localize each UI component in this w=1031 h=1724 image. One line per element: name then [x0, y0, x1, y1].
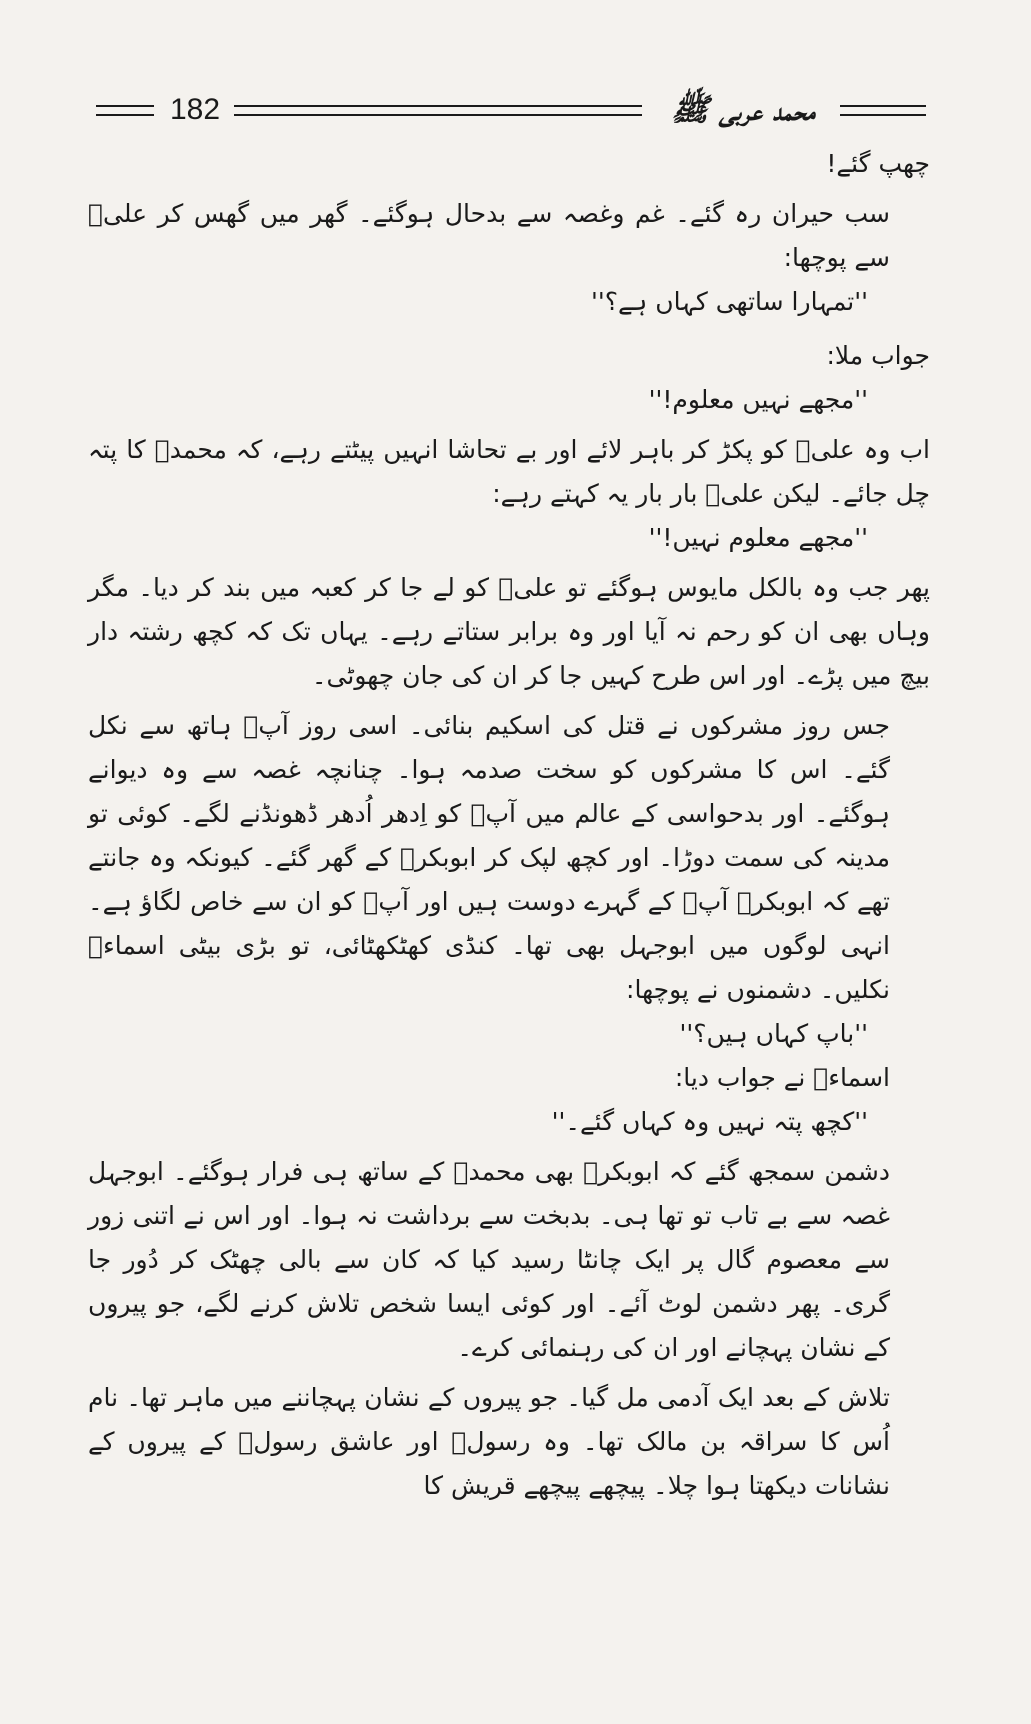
paragraph: سب حیران رہ گئے۔ غم وغصہ سے بدحال ہوگئے۔ گھر میں گھس کر علیؓ سے پوچھا:: [88, 199, 890, 272]
page-body: [88, 142, 930, 1508]
paragraph: اسماءؓ نے جواب دیا:: [674, 1063, 890, 1092]
running-title: محمد عربی ﷺ: [671, 92, 815, 128]
quote: ''مجھے نہیں معلوم!'': [648, 385, 868, 414]
quote: ''مجھے معلوم نہیں!'': [648, 523, 868, 552]
paragraph: جس روز مشرکوں نے قتل کی اسکیم بنائی۔ اسی روز آپؐ ہاتھ سے نکل گئے۔ اس کا مشرکوں کو سخت صدمہ ہوا۔ چنانچہ غصہ سے وہ دیوانے ہوگئے۔ اور بدحواسی کے عالم میں آپؐ کو اِدھر اُدھر ڈھونڈنے لگے۔ کوئی تو مدینہ کی سمت دوڑا۔ اور کچھ لپک کر ابوبکرؓ کے گھر گئے۔ کیونکہ وہ جانتے تھے کہ ابوبکرؓ آپؐ کے گہرے دوست ہیں اور آپؐ کو ان سے خاص لگاؤ ہے۔ انہی لوگوں میں ابوجہل بھی تھا۔ کنڈی کھٹکھٹائی، تو بڑی بیٹی اسماءؓ نکلیں۔ دشمنوں نے پوچھا:: [88, 711, 890, 1004]
paragraph: جواب ملا:: [826, 341, 930, 370]
header-rule-left: [96, 105, 154, 116]
quote: ''کچھ پتہ نہیں وہ کہاں گئے۔'': [551, 1107, 868, 1136]
paragraph: چھپ گئے!: [826, 149, 930, 178]
header-rule-middle: [234, 105, 642, 116]
paragraph: پھر جب وہ بالکل مایوس ہوگئے تو علیؓ کو لے جا کر کعبہ میں بند کر دیا۔ مگر وہاں بھی ان کو رحم نہ آیا اور وہ برابر ستاتے رہے۔ یہاں تک کہ کچھ رشتہ دار بیچ میں پڑے۔ اور اس طرح کہیں جا کر ان کی جان چھوٹی۔: [88, 573, 930, 690]
paragraph: دشمن سمجھ گئے کہ ابوبکرؓ بھی محمدؐ کے ساتھ ہی فرار ہوگئے۔ ابوجہل غصہ سے بے تاب تو تھا ہی۔ بدبخت سے برداشت نہ ہوا۔ اور اس نے اتنی زور سے معصوم گال پر ایک چانٹا رسید کیا کہ کان سے بالی چھٹک کر دُور جا گری۔ پھر دشمن لوٹ آئے۔ اور کوئی ایسا شخص تلاش کرنے لگے، جو پیروں کے نشان پہچانے اور ان کی رہنمائی کرے۔: [88, 1157, 890, 1362]
page-number: 182: [169, 93, 221, 126]
page-header: [96, 90, 926, 130]
paragraph: تلاش کے بعد ایک آدمی مل گیا۔ جو پیروں کے نشان پہچاننے میں ماہر تھا۔ نام اُس کا سراقہ بن مالک تھا۔ وہ رسولؐ اور عاشق رسولؐ کے پیروں کے نشانات دیکھتا ہوا چلا۔ پیچھے پیچھے قریش کا: [88, 1383, 890, 1500]
paragraph: اب وہ علیؓ کو پکڑ کر باہر لائے اور بے تحاشا انہیں پیٹتے رہے، کہ محمدؐ کا پتہ چل جائے۔ لیکن علیؓ بار بار یہ کہتے رہے:: [88, 435, 930, 508]
quote: ''باپ کہاں ہیں؟'': [679, 1019, 868, 1048]
header-rule-right: [840, 105, 926, 116]
quote: ''تمہارا ساتھی کہاں ہے؟'': [590, 287, 868, 316]
